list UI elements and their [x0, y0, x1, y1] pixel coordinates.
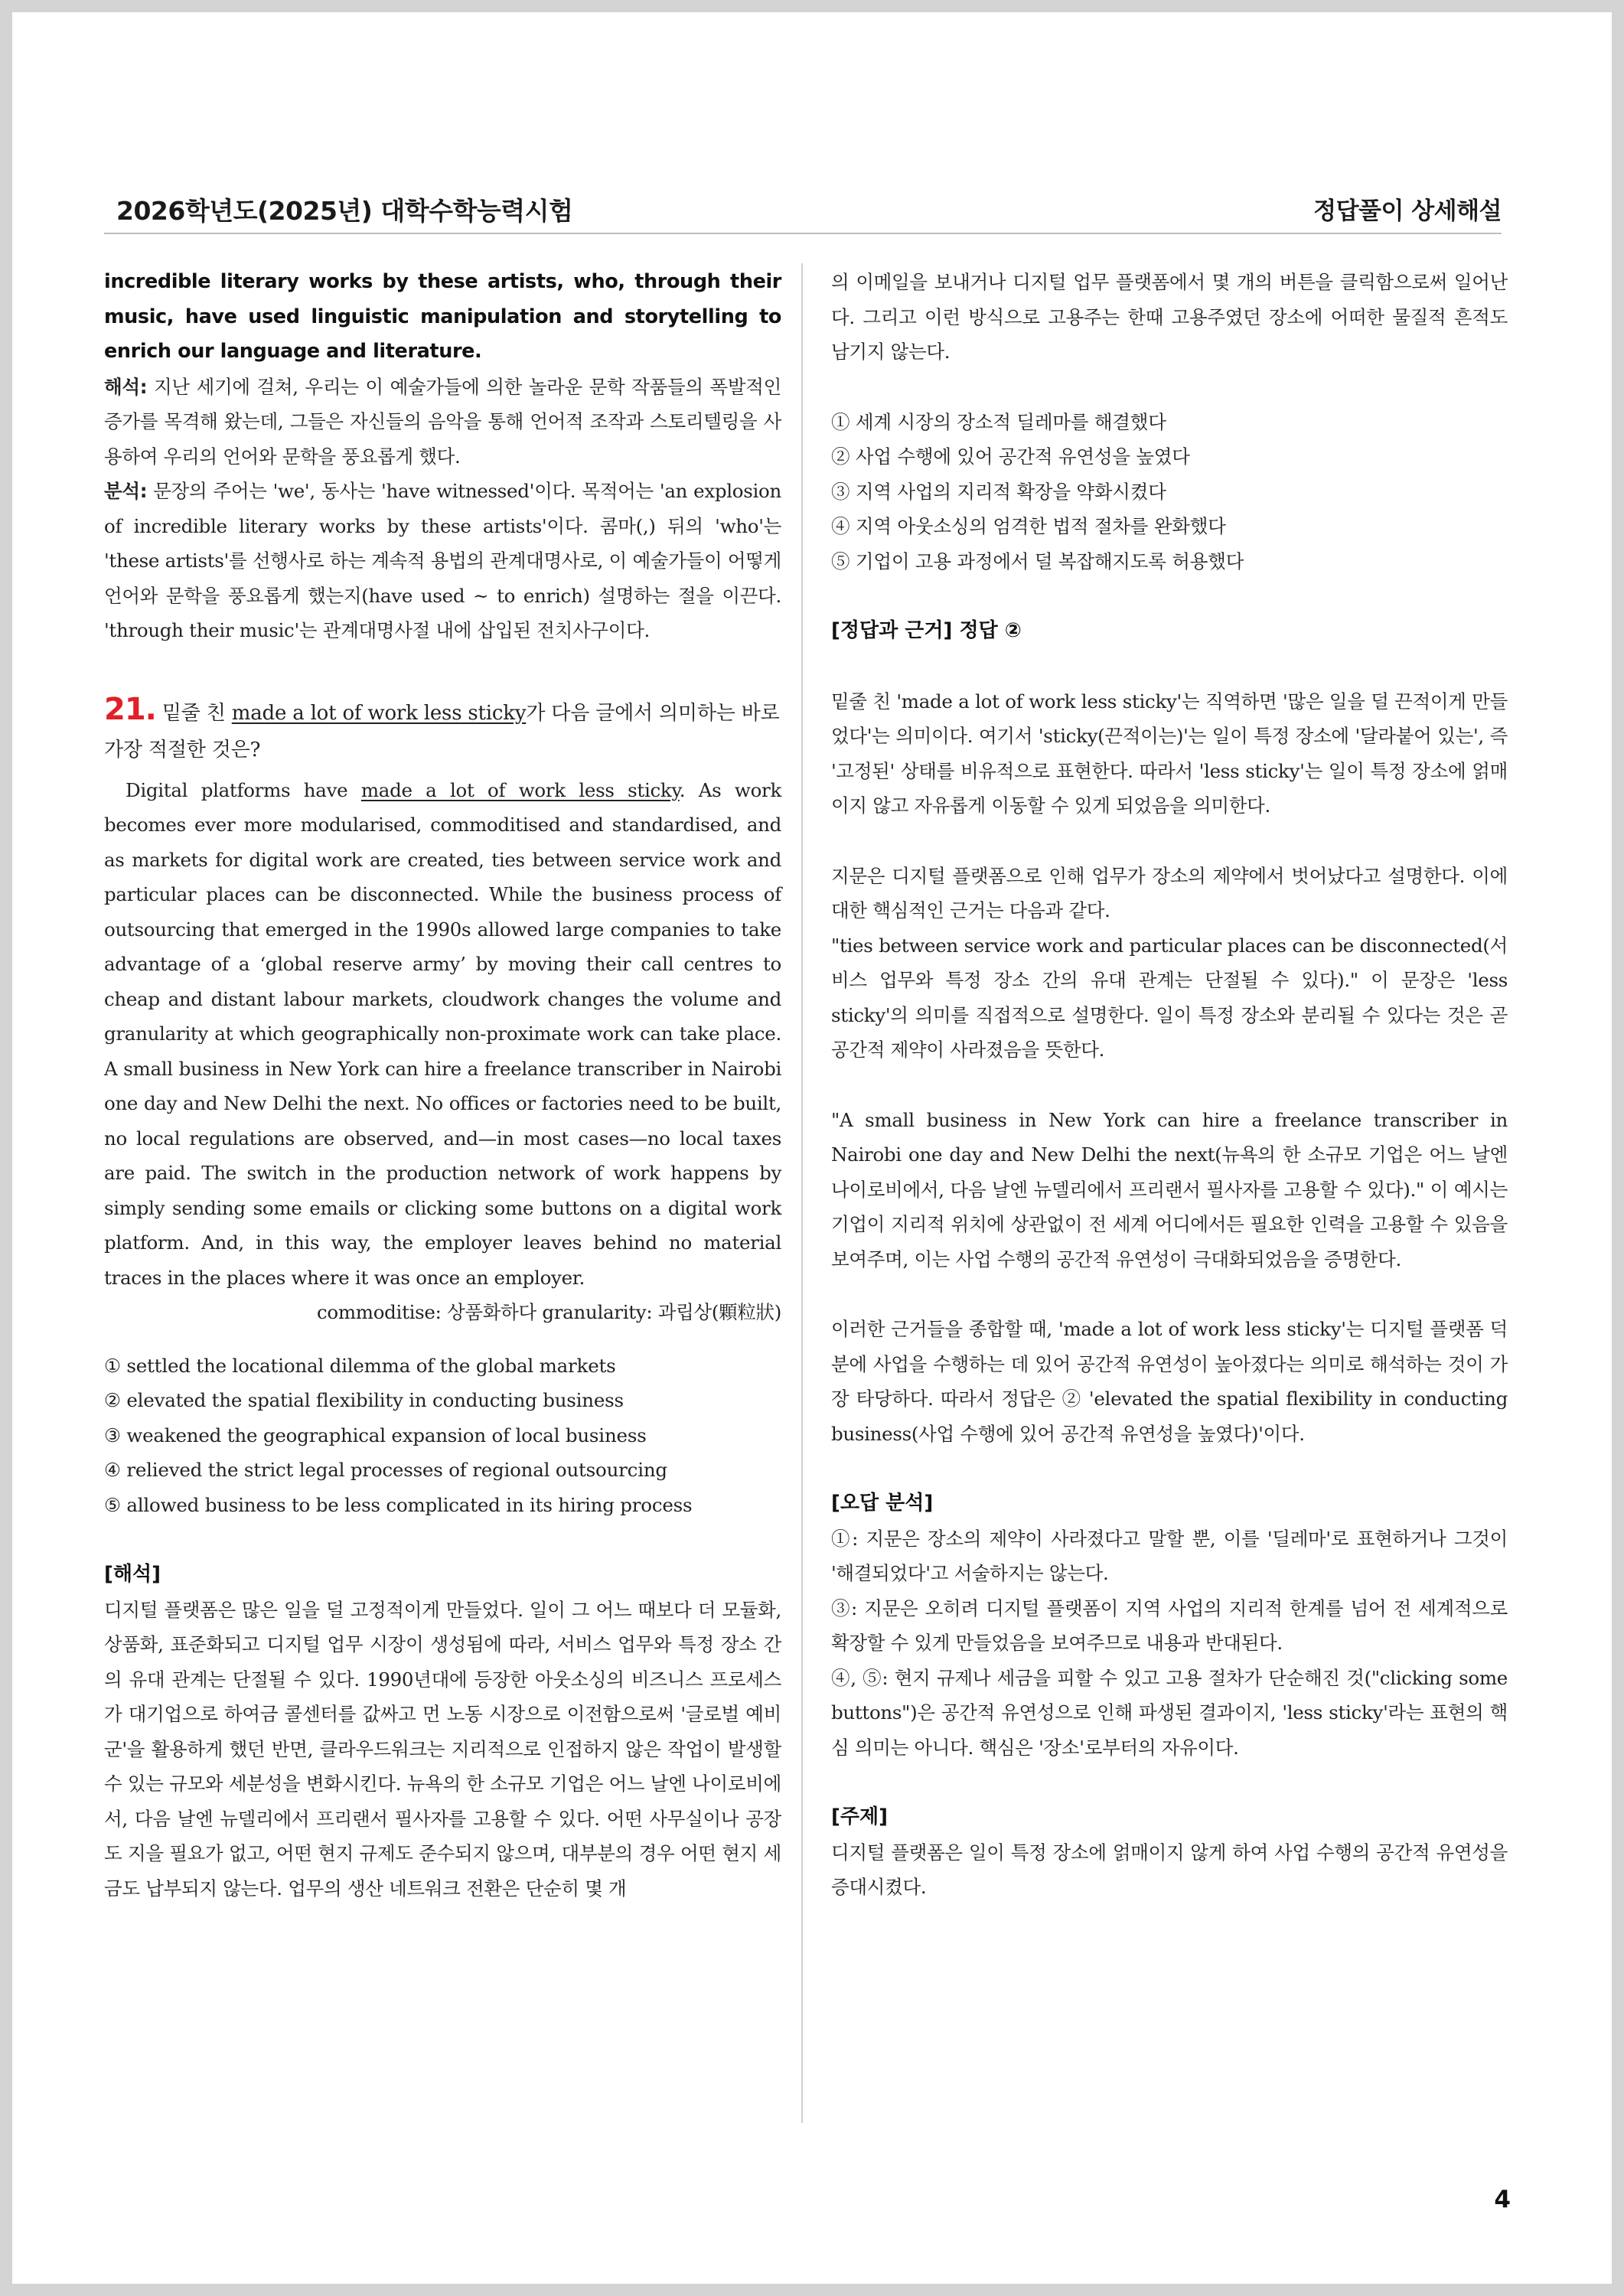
option-1[interactable]: ① settled the locational dilemma of the global markets — [104, 1354, 616, 1377]
translation-body-right: 의 이메일을 보내거나 디지털 업무 플랫폼에서 몇 개의 버튼을 클릭함으로써 일어난다. 그리고 이런 방식으로 고용주는 한때 고용주였던 장소에 어떠한 물질적 흔적도 남기지 않는다. — [831, 271, 1508, 363]
passage-underlined-phrase: made a lot of work less sticky — [360, 778, 680, 801]
korean-option-3: ③ 지역 사업의 지리적 확장을 약화시켰다 — [831, 480, 1166, 503]
korean-option-5: ⑤ 기업이 고용 과정에서 덜 복잡해지도록 허용했다 — [831, 550, 1244, 572]
answer-paragraph-2: 지문은 디지털 플랫폼으로 인해 업무가 장소의 제약에서 벗어났다고 설명한다. 이에 대한 핵심적인 근거는 다음과 같다. — [831, 864, 1508, 921]
question-passage — [104, 773, 781, 1296]
option-4[interactable]: ④ relieved the strict legal processes of regional outsourcing — [104, 1459, 667, 1481]
wrong-answer-1: ①: 지문은 장소의 제약이 사라졌다고 말할 뿐, 이를 '딜레마'로 표현하거나 그것이 '해결되었다'고 서술하지는 않는다. — [831, 1527, 1508, 1584]
answer-paragraph-3: "ties between service work and particular places can be disconnected(서비스 업무와 특정 장소 간의 유대 관계는 단절될 수 있다)." 이 문장은 'less sticky'의 의미를 직접적으로 설명한다. 일이 특정 장소와 분리될 수 있다는 것은 곧 공간적 제약이 사라졌음을 뜻한다. — [831, 934, 1508, 1061]
translation-text: 지난 세기에 걸쳐, 우리는 이 예술가들에 의한 놀라운 문학 작품들의 폭발적인 증가를 목격해 왔는데, 그들은 자신들의 음악을 통해 언어적 조작과 스토리텔링을 사용하여 우리의 언어와 문학을 풍요롭게 했다. — [104, 375, 781, 468]
korean-option-1: ① 세계 시장의 장소적 딜레마를 해결했다 — [831, 410, 1166, 433]
passage-text-pre: Digital platforms have — [126, 778, 361, 801]
answer-paragraph-4: "A small business in New York can hire a freelance transcriber in Nairobi one day and New Delhi the next(뉴욕의 한 소규모 기업은 어느 날엔 나이로비에서, 다음 날엔 뉴델리에서 프리랜서 필사자를 고용할 수 있다)." 이 예시는 기업이 지리적 위치에 상관없이 전 세계 어디에서든 필요한 인력을 고용할 수 있음을 보여주며, 이는 사업 수행의 공간적 유연성이 극대화되었음을 증명한다. — [831, 1108, 1508, 1270]
option-3[interactable]: ③ weakened the geographical expansion of local business — [104, 1424, 647, 1446]
wrong-answer-heading: [오답 분석] — [831, 1492, 934, 1515]
section-title: 정답풀이 상세해설 — [1313, 197, 1502, 225]
korean-option-4: ④ 지역 아웃소싱의 엄격한 법적 절차를 완화했다 — [831, 515, 1226, 537]
question-number: 21. — [104, 691, 156, 727]
previous-analysis — [104, 474, 781, 648]
analysis-text: 문장의 주어는 'we', 동사는 'have witnessed'이다. 목적어는 'an explosion of incredible literary works by these artists'이다. 콤마(,) 뒤의 'who'는 'these artists'를 선행사로 하는 계속적 용법의 관계대명사로, 이 예술가들이 어떻게 언어와 문학을 풍요롭게 했는지(have used ~ to enrich) 설명하는 절을 이끈다. 'through their music'는 관계대명사절 내에 삽입된 전치사구이다. — [104, 480, 781, 641]
page-header — [104, 187, 1502, 234]
wrong-answer-4-5: ④, ⑤: 현지 규제나 세금을 피할 수 있고 고용 절차가 단순해진 것("clicking some buttons")은 공간적 유연성으로 인해 파생된 결과이지, 'less sticky'라는 표현의 핵심 의미는 아니다. 핵심은 '장소'로부터의 자유이다. — [831, 1666, 1508, 1759]
answer-paragraph-5: 이러한 근거들을 종합할 때, 'made a lot of work less sticky'는 디지털 플랫폼 덕분에 사업을 수행하는 데 있어 공간적 유연성이 높아졌다는 의미로 해석하는 것이 가장 타당하다. 따라서 정답은 ② 'elevated the spatial flexibility in conducting business(사업 수행에 있어 공간적 유연성을 높였다)'이다. — [831, 1318, 1508, 1445]
translation-label: 해석: — [104, 375, 148, 398]
prompt-text-pre: 밑줄 친 — [161, 701, 232, 725]
wrong-answer-3: ③: 지문은 오히려 디지털 플랫폼이 지역 사업의 지리적 한계를 넘어 전 세계적으로 확장할 수 있게 만들었음을 보여주므로 내용과 반대된다. — [831, 1596, 1508, 1654]
prompt-text-post: 가 다음 글에서 의미하는 바로 가장 적절한 것은? — [104, 701, 780, 762]
right-column — [831, 265, 1508, 1905]
answer-heading: [정답과 근거] 정답 ② — [831, 619, 1022, 642]
theme-heading: [주제] — [831, 1805, 888, 1828]
question-prompt — [104, 691, 781, 768]
glossary: commoditise: 상품화하다 granularity: 과립상(顆粒狀) — [316, 1301, 781, 1323]
option-2[interactable]: ② elevated the spatial flexibility in conducting business — [104, 1389, 624, 1411]
korean-option-2: ② 사업 수행에 있어 공간적 유연성을 높였다 — [831, 445, 1190, 468]
passage-text-post: . As work becomes ever more modularised, commoditised and standardised, and as markets for digital work are created, ties between service work and particular places can be disconnected. While the business process of outsourcing that emerged in the 1990s allowed large companies to take advantage of a ‘global reserve army’ by moving their call centres to cheap and distant labour markets, cloudwork changes the volume and granularity at which geographically non-proximate work can take place. A small business in New York can hire a freelance transcriber in Nairobi one day and New Delhi the next. No offices or factories need to be built, no local regulations are observed, and—in most cases—no local taxes are paid. The switch in the production network of work happens by simply sending some emails or clicking some buttons on a digital work platform. And, in this way, the employer leaves behind no material traces in the places where it was once an employer. — [104, 778, 781, 1289]
answer-options — [104, 1349, 781, 1523]
analysis-label: 분석: — [104, 480, 148, 502]
previous-sentence-english: incredible literary works by these artists, who, through their music, have used linguistic manipulation and storytelling to enrich our language and literature. — [104, 270, 781, 363]
option-5[interactable]: ⑤ allowed business to be less complicated in its hiring process — [104, 1493, 693, 1516]
left-column — [104, 265, 781, 1906]
translation-body-left: 디지털 플랫폼은 많은 일을 덜 고정적이게 만들었다. 일이 그 어느 때보다 더 모듈화, 상품화, 표준화되고 디지털 업무 시장이 생성됨에 따라, 서비스 업무와 특정 장소 간의 유대 관계는 단절될 수 있다. 1990년대에 등장한 아웃소싱의 비즈니스 프로세스가 대기업으로 하여금 콜센터를 값싸고 먼 노동 시장으로 이전함으로써 '글로벌 예비군'을 활용하게 했던 반면, 클라우드워크는 지리적으로 인접하지 않은 작업이 발생할 수 있는 규모와 세분성을 변화시킨다. 뉴욕의 한 소규모 기업은 어느 날엔 나이로비에서, 다음 날엔 뉴델리에서 프리랜서 필사자를 고용할 수 있다. 어떤 사무실이나 공장도 지을 필요가 없고, 어떤 현지 규제도 준수되지 않으며, 대부분의 경우 어떤 현지 세금도 납부되지 않는다. 업무의 생산 네트워크 전환은 단순히 몇 개 — [104, 1598, 781, 1900]
previous-translation — [104, 370, 781, 475]
theme-text: 디지털 플랫폼은 일이 특정 장소에 얽매이지 않게 하여 사업 수행의 공간적 유연성을 증대시켰다. — [831, 1841, 1508, 1898]
page-number: 4 — [1494, 2186, 1511, 2213]
prompt-underlined-phrase: made a lot of work less sticky — [231, 701, 527, 725]
translation-heading: [해석] — [104, 1563, 161, 1586]
exam-title: 2026학년도(2025년) 대학수학능력시험 — [116, 196, 573, 226]
korean-options — [831, 405, 1508, 579]
answer-paragraph-1: 밑줄 친 'made a lot of work less sticky'는 직역하면 '많은 일을 덜 끈적이게 만들었다'는 의미이다. 여기서 'sticky(끈적이는)'는 일이 특정 장소에 '달라붙어 있는', 즉 '고정된' 상태를 비유적으로 표현한다. 따라서 'less sticky'는 일이 특정 장소에 얽매이지 않고 자유롭게 이동할 수 있게 되었음을 의미한다. — [831, 690, 1508, 817]
column-divider — [801, 263, 803, 2123]
